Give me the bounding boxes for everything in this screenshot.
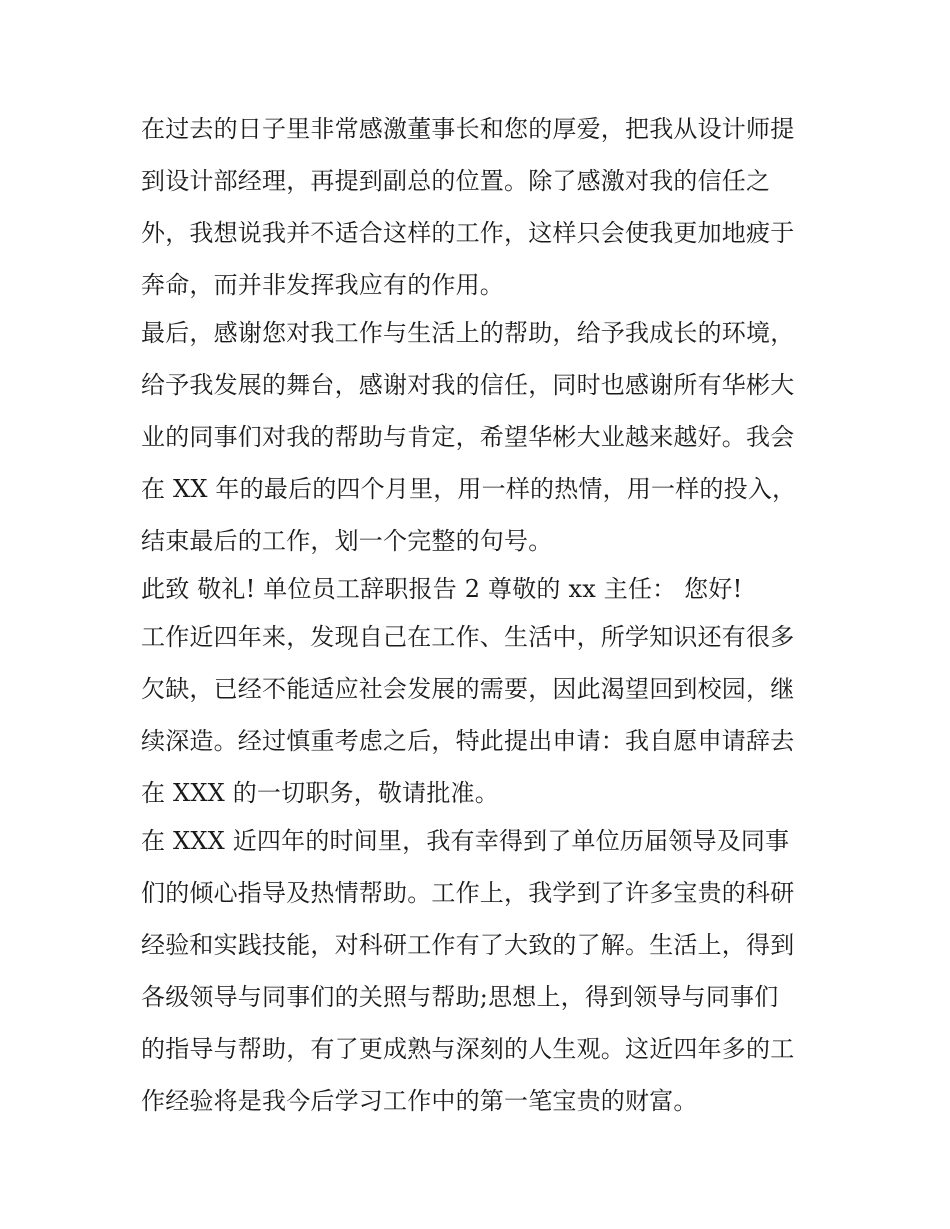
text-line: 工作近四年来，发现自己在工作、生活中，所学知识还有很多: [141, 623, 795, 651]
text-line: 经验和实践技能，对科研工作有了大致的了解。生活上，得到: [141, 931, 795, 959]
text-line: 在 XX 年的最后的四个月里，用一样的热情，用一样的投入，: [141, 475, 797, 503]
document-body: [141, 108, 821, 1132]
text-line: 奔命，而并非发挥我应有的作用。: [141, 271, 504, 299]
text-line: 在 XXX 的一切职务，敬请批准。: [141, 779, 499, 807]
text-line: 此致 敬礼! 单位员工辞职报告 2 尊敬的 xx 主任： 您好!: [141, 575, 743, 603]
text-line: 业的同事们对我的帮助与肯定，希望华彬大业越来越好。我会: [141, 423, 795, 451]
text-line: 作经验将是我今后学习工作中的第一笔宝贵的财富。: [141, 1087, 698, 1115]
text-line: 欠缺，已经不能适应社会发展的需要，因此渴望回到校园，继: [141, 675, 795, 703]
text-line: 外，我想说我并不适合这样的工作，这样只会使我更加地疲于: [141, 219, 795, 247]
text-line: 在 XXX 近四年的时间里，我有幸得到了单位历届领导及同事: [141, 827, 790, 855]
text-line: 给予我发展的舞台，感谢对我的信任，同时也感谢所有华彬大: [141, 371, 795, 399]
text-line: 结束最后的工作，划一个完整的句号。: [141, 527, 553, 555]
text-line: 最后，感谢您对我工作与生活上的帮助，给予我成长的环境，: [141, 319, 795, 347]
text-line: 的指导与帮助，有了更成熟与深刻的人生观。这近四年多的工: [141, 1035, 795, 1063]
text-line: 续深造。经过慎重考虑之后，特此提出申请：我自愿申请辞去: [141, 727, 795, 755]
text-line: 们的倾心指导及热情帮助。工作上，我学到了许多宝贵的科研: [141, 879, 795, 907]
text-line: 各级领导与同事们的关照与帮助;思想上，得到领导与同事们: [141, 983, 779, 1011]
text-line: 在过去的日子里非常感激董事长和您的厚爱，把我从设计师提: [141, 115, 795, 143]
text-line: 到设计部经理，再提到副总的位置。除了感激对我的信任之: [141, 167, 771, 195]
